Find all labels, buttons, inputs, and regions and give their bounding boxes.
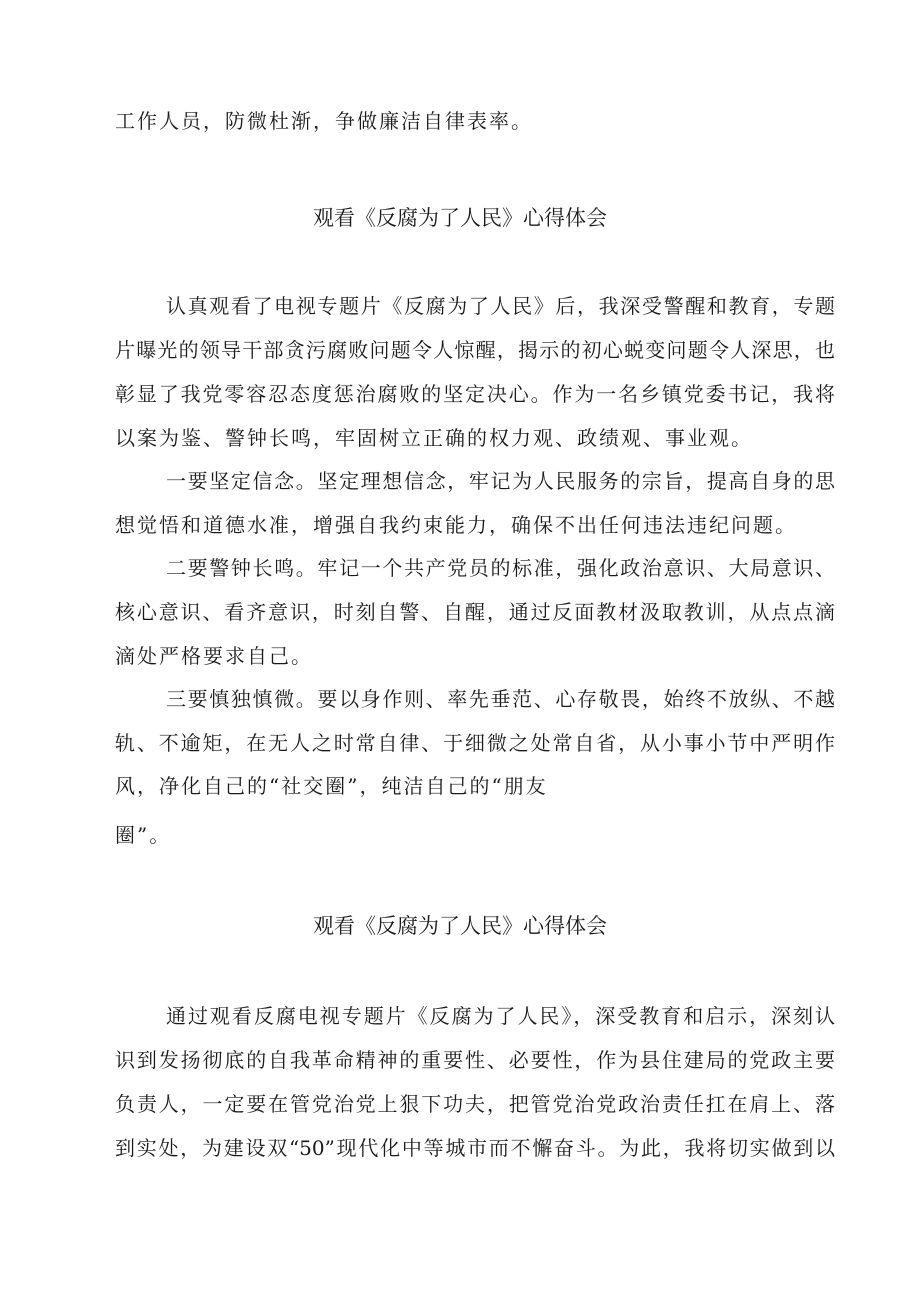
section-title: 观看《反腐为了人民》心得体会 xyxy=(313,914,607,938)
body-text-line: 轨、不逾矩，在无人之时常自律、于细微之处常自省，从小事小节中严明作 xyxy=(115,731,835,755)
body-text-line: 一要坚定信念。坚定理想信念，牢记为人民服务的宗旨，提高自身的思 xyxy=(166,469,835,493)
body-text-line: 工作人员，防微杜渐，争做廉洁自律表率。 xyxy=(115,109,533,133)
body-text-line: 到实处，为建设双“50”现代化中等城市而不懈奋斗。为此，我将切实做到以 xyxy=(115,1136,835,1160)
body-text-line: 滴处严格要求自己。 xyxy=(115,644,313,668)
body-text-line: 片曝光的领导干部贪污腐败问题令人惊醒，揭示的初心蜕变问题令人深思，也 xyxy=(115,338,835,362)
body-text-line: 通过观看反腐电视专题片《反腐为了人民》，深受教育和启示，深刻认 xyxy=(166,1004,835,1028)
body-text-line: 认真观看了电视专题片《反腐为了人民》后，我深受警醒和教育，专题 xyxy=(166,294,835,318)
body-text-line: 彰显了我党零容忍态度惩治腐败的坚定决心。作为一名乡镇党委书记，我将 xyxy=(115,382,835,406)
body-text-line: 风，净化自己的“社交圈”，纯洁自己的“朋友 xyxy=(115,774,548,798)
body-text-line: 想觉悟和道德水准，增强自我约束能力，确保不出任何违法违纪问题。 xyxy=(115,513,797,537)
body-text-line: 识到发扬彻底的自我革命精神的重要性、必要性，作为县住建局的党政主要 xyxy=(115,1048,835,1072)
body-text-line: 负责人，一定要在管党治党上狠下功夫，把管党治党政治责任扛在肩上、落 xyxy=(115,1092,835,1116)
body-text-line: 核心意识、看齐意识，时刻自警、自醒，通过反面教材汲取教训，从点点滴 xyxy=(115,600,835,624)
body-text-line: 圈”。 xyxy=(115,823,172,847)
body-text-line: 二要警钟长鸣。牢记一个共产党员的标准，强化政治意识、大局意识、 xyxy=(166,556,835,580)
section-title: 观看《反腐为了人民》心得体会 xyxy=(313,206,607,230)
body-text-line: 三要慎独慎微。要以身作则、率先垂范、心存敬畏，始终不放纵、不越 xyxy=(166,687,835,711)
body-text-line: 以案为鉴、警钟长鸣，牢固树立正确的权力观、政绩观、事业观。 xyxy=(115,426,753,450)
